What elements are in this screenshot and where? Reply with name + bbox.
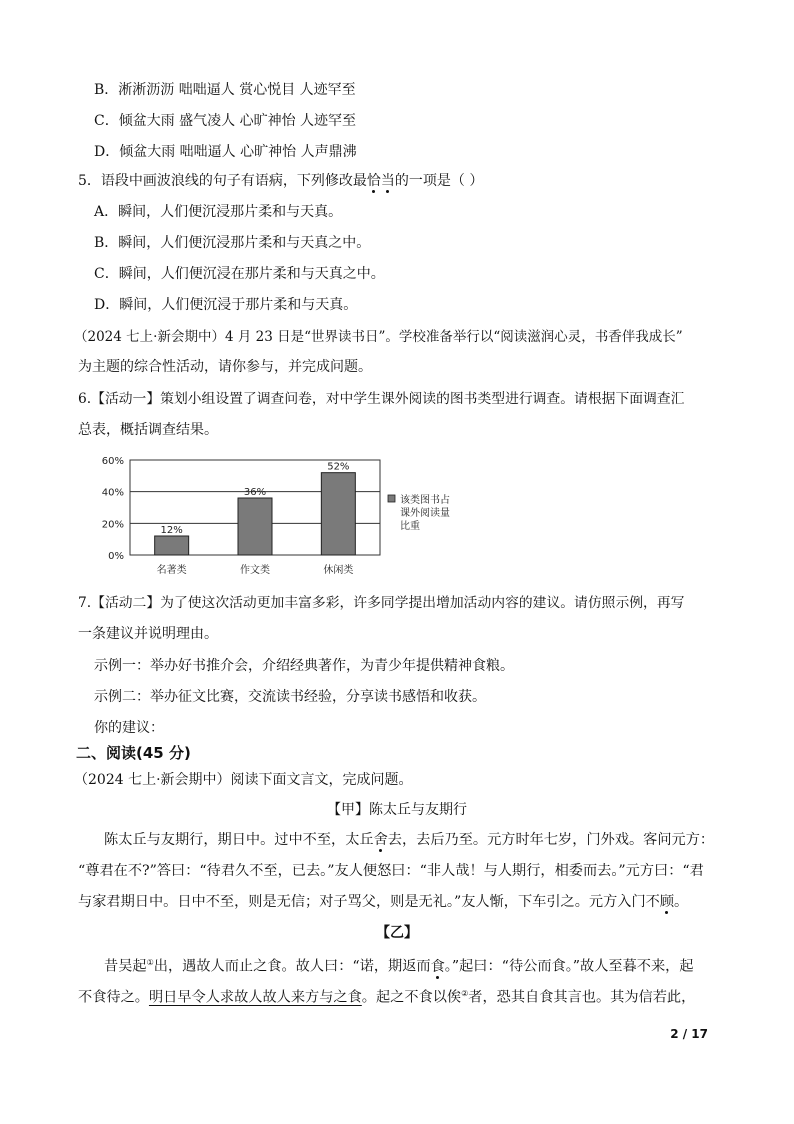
passage-jia-line3-b: 。 xyxy=(674,894,689,910)
passage-jia-line2: “尊君在不?”答曰：“待君久不至，已去。”友人便怒曰：“非人哉！与人期行，相委而去。”元方曰：“君 xyxy=(78,863,704,879)
reading-survey-chart xyxy=(95,452,495,582)
chart-data-label: 36% xyxy=(243,487,267,498)
chart-y-tick-label: 20% xyxy=(101,519,124,531)
passage-yi-line1-b: 出，遇故人而止之食。故人曰：“诺，期返而 xyxy=(153,958,431,975)
chart-bar xyxy=(238,498,272,555)
passage-yi-line1-a: 昔吴起 xyxy=(104,958,147,975)
q4-option-b: B．淅淅沥沥 咄咄逼人 赏心悦目 人迹罕至 xyxy=(94,82,356,98)
passage-jia-line1 xyxy=(104,830,714,850)
chart-y-tick-label: 60% xyxy=(101,456,124,467)
passage-yi-line2-a: 不食待之。 xyxy=(78,989,149,1006)
q7-line2: 一条建议并说明理由。 xyxy=(78,626,218,642)
q4-option-c: C．倾盆大雨 盛气凌人 心旷神怡 人迹罕至 xyxy=(94,113,357,129)
passage-jia-title xyxy=(0,800,794,820)
passage-yi-title xyxy=(0,923,794,943)
passage-jia-line3 xyxy=(78,892,688,912)
q5-stem-post: 的一项是（ ） xyxy=(394,173,484,189)
passage-jia-title-text: 【甲】陈太丘与友期行 xyxy=(327,802,467,818)
passage-jia-line1-b: 去，去后乃至。元方时年七岁，门外戏。客问元方： xyxy=(387,832,715,848)
q5-option-c: C．瞬间，人们便沉浸在那片柔和与天真之中。 xyxy=(94,266,385,282)
chart-y-tick-label: 40% xyxy=(101,487,124,499)
chart-legend-swatch xyxy=(388,495,395,502)
passage-yi-line1-c: 。”起曰：“待公而食。”故人至暮不来，起 xyxy=(444,958,694,975)
chart-legend-label: 该类图书占 xyxy=(400,495,450,506)
passage-yi-line2 xyxy=(78,984,695,1008)
passage-yi-title-text: 【乙】 xyxy=(376,925,418,941)
section-2-intro: （2024 七上·新会期中）阅读下面文言文，完成问题。 xyxy=(74,772,413,788)
footnote-2-marker: ② xyxy=(461,989,469,998)
chart-data-label: 52% xyxy=(327,461,350,473)
q6-line1: 6.【活动一】策划小组设置了调查问卷，对中学生课外阅读的图书类型进行调查。请根据下面调查汇 xyxy=(78,391,685,407)
passage-jia-line3-dot: 顾 xyxy=(659,894,675,910)
section-2-title: 二、阅读(45 分) xyxy=(76,744,191,762)
q4-option-d: D．倾盆大雨 咄咄逼人 心旷神怡 人声鼎沸 xyxy=(94,144,357,160)
section-intro-line2: 为主题的综合性活动，请你参与，并完成问题。 xyxy=(78,359,372,375)
passage-yi-underlined-sentence: 明日早令人求故人故人来方与之食 xyxy=(148,989,362,1006)
q7-example-2: 示例二：举办征文比赛，交流读书经验，分享读书感悟和收获。 xyxy=(94,689,486,705)
passage-jia-line1-dot: 舍 xyxy=(373,832,388,848)
passage-yi-line2-b: 。起之不食以俟 xyxy=(361,989,462,1006)
q5-stem-dot2: 当 xyxy=(380,173,395,189)
q6-line2: 总表，概括调查结果。 xyxy=(78,422,218,438)
chart-x-tick-label: 名著类 xyxy=(156,565,187,576)
chart-bar xyxy=(155,536,189,555)
q5-stem-dot1: 恰 xyxy=(366,173,381,189)
q7-example-1: 示例一：举办好书推介会，介绍经典著作，为青少年提供精神食粮。 xyxy=(94,658,514,674)
q5-option-a: A．瞬间，人们便沉浸那片柔和与天真。 xyxy=(94,204,343,220)
q5-stem xyxy=(78,171,483,191)
chart-x-tick-label: 休闲类 xyxy=(323,565,354,576)
q5-stem-pre: 5．语段中画波浪线的句子有语病，下列修改最 xyxy=(78,173,367,189)
chart-legend-label: 课外阅读量 xyxy=(400,508,450,519)
chart-legend-label: 比重 xyxy=(400,521,420,532)
q5-option-b: B．瞬间，人们便沉浸那片柔和与天真之中。 xyxy=(94,235,371,251)
q7-line1: 7.【活动二】为了使这次活动更加丰富多彩，许多同学提出增加活动内容的建议。请仿照示例，再写 xyxy=(78,595,685,611)
passage-yi-line2-c: 者，恐其自食其言也。其为信若此， xyxy=(468,989,696,1006)
passage-jia-line3-a: 与家君期日中。日中不至，则是无信；对子骂父，则是无礼。”友人惭，下车引之。元方入门不 xyxy=(78,894,660,910)
q7-your-suggestion: 你的建议： xyxy=(94,720,164,736)
chart-x-tick-label: 作文类 xyxy=(240,565,270,576)
passage-yi-line1 xyxy=(104,953,694,977)
chart-y-tick-label: 0% xyxy=(108,551,124,562)
chart-bar xyxy=(321,473,355,555)
passage-yi-line1-dot: 食 xyxy=(430,958,445,975)
q5-option-d: D．瞬间，人们便沉浸于那片柔和与天真。 xyxy=(94,297,358,313)
section-intro-line1: （2024 七上·新会期中）4 月 23 日是“世界读书日”。学校准备举行以“阅读滋润心灵，书香伴我成长” xyxy=(74,329,683,345)
page-number: 2 / 17 xyxy=(670,1027,708,1041)
footnote-1-marker: ① xyxy=(146,958,154,967)
passage-jia-line1-a: 陈太丘与友期行，期日中。过中不至，太丘 xyxy=(104,832,374,848)
chart-data-label: 12% xyxy=(160,525,183,536)
